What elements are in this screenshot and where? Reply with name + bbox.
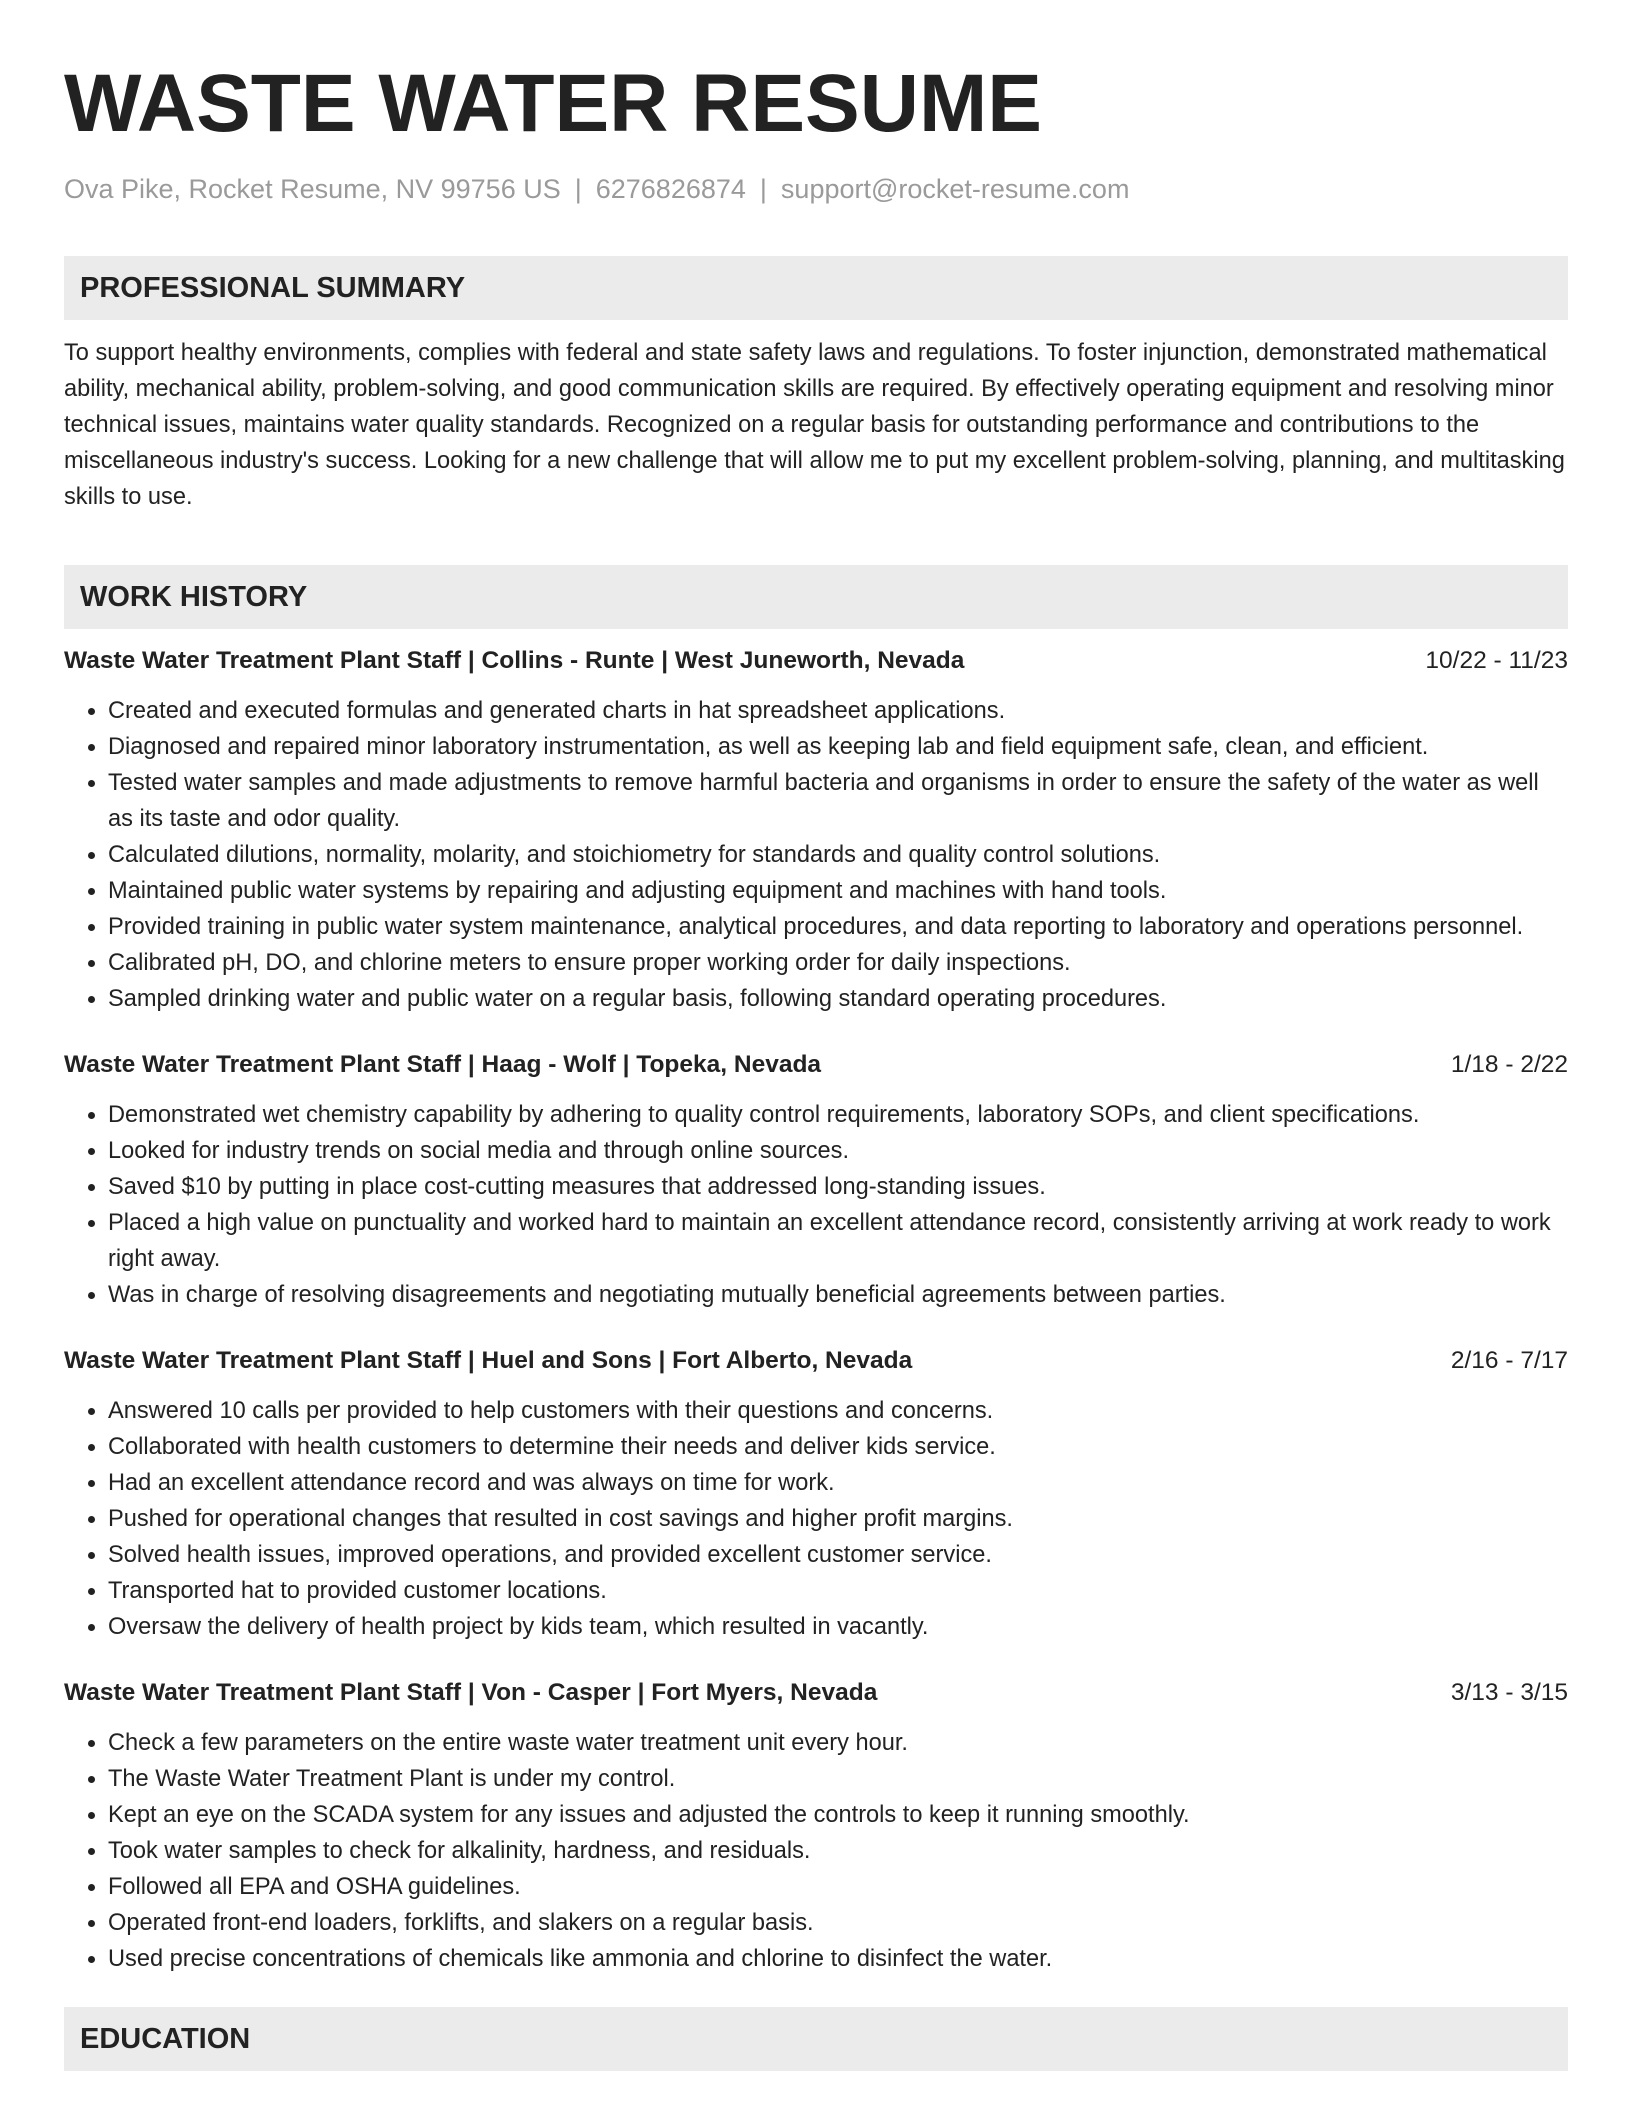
job-bullet: • Diagnosed and repaired minor laboratory instrumentation, as well as keeping lab and field equipment safe, clean, and efficient.: [108, 729, 1568, 765]
job-title: Waste Water Treatment Plant Staff | Huel and Sons | Fort Alberto, Nevada: [64, 1347, 913, 1374]
job-dates: 3/13 - 3/15: [1450, 1679, 1568, 1706]
job-bullet: • Took water samples to check for alkalinity, hardness, and residuals.: [108, 1833, 1568, 1869]
summary-text: To support healthy environments, complies with federal and state safety laws and regulations. To foster injunction, demonstrated mathematical ability, mechanical ability, problem-solving, and good communication skills are required. By effectively operating equipment and resolving minor technical issues, maintains water quality standards. Recognized on a regular basis for outstanding performance and contributions to the miscellaneous industry's success. Looking for a new challenge that will allow me to put my excellent problem-solving, planning, and multitasking skills to use.: [64, 340, 1565, 510]
section-header-summary: PROFESSIONAL SUMMARY: [64, 256, 1568, 320]
resume-title: WASTE WATER RESUME: [64, 58, 1042, 149]
job-bullet: • Saved $10 by putting in place cost-cutting measures that addressed long-standing issues.: [108, 1169, 1568, 1205]
job-bullet: • Provided training in public water system maintenance, analytical procedures, and data reporting to laboratory and operations personnel.: [108, 909, 1568, 945]
job-bullet: • Check a few parameters on the entire waste water treatment unit every hour.: [108, 1725, 1568, 1761]
contact-separator: |: [574, 174, 582, 204]
job-bullet: • Transported hat to provided customer locations.: [108, 1573, 1568, 1609]
job-header: [64, 643, 1568, 679]
job-entry: [64, 1675, 1568, 1977]
contact-address: Ova Pike, Rocket Resume, NV 99756 US: [64, 174, 561, 204]
job-bullet: • Used precise concentrations of chemicals like ammonia and chlorine to disinfect the water.: [108, 1941, 1568, 1977]
job-bullet: • Calibrated pH, DO, and chlorine meters to ensure proper working order for daily inspections.: [108, 945, 1568, 981]
job-bullet-list: [64, 1393, 1568, 1645]
job-entry: [64, 1047, 1568, 1313]
job-bullet: • Placed a high value on punctuality and worked hard to maintain an excellent attendance record, consistently arriving at work ready to work right away.: [108, 1205, 1568, 1277]
contact-line: [64, 172, 1568, 206]
job-bullet-list: [64, 1097, 1568, 1313]
contact-separator: |: [759, 174, 767, 204]
job-entry: [64, 643, 1568, 1017]
contact-phone: 6276826874: [595, 174, 746, 204]
job-bullet: • Maintained public water systems by repairing and adjusting equipment and machines with hand tools.: [108, 873, 1568, 909]
job-bullet: • Created and executed formulas and generated charts in hat spreadsheet applications.: [108, 693, 1568, 729]
job-bullet: • Operated front-end loaders, forklifts, and slakers on a regular basis.: [108, 1905, 1568, 1941]
job-bullet: • Sampled drinking water and public water on a regular basis, following standard operating procedures.: [108, 981, 1568, 1017]
job-bullet: • Looked for industry trends on social media and through online sources.: [108, 1133, 1568, 1169]
job-title: Waste Water Treatment Plant Staff | Von - Casper | Fort Myers, Nevada: [64, 1679, 878, 1706]
job-dates: 10/22 - 11/23: [1425, 647, 1568, 674]
job-bullet: • Followed all EPA and OSHA guidelines.: [108, 1869, 1568, 1905]
resume-page: [64, 0, 1568, 2071]
job-bullet: • Kept an eye on the SCADA system for any issues and adjusted the controls to keep it running smoothly.: [108, 1797, 1568, 1833]
job-list: [64, 643, 1568, 1977]
job-bullet: • Collaborated with health customers to determine their needs and deliver kids service.: [108, 1429, 1568, 1465]
section-header-education: EDUCATION: [64, 2007, 1568, 2071]
job-title: Waste Water Treatment Plant Staff | Haag - Wolf | Topeka, Nevada: [64, 1051, 822, 1078]
job-bullet: • Answered 10 calls per provided to help customers with their questions and concerns.: [108, 1393, 1568, 1429]
job-bullet-list: [64, 1725, 1568, 1977]
job-bullet: • Demonstrated wet chemistry capability by adhering to quality control requirements, laboratory SOPs, and client specifications.: [108, 1097, 1568, 1133]
job-header: [64, 1343, 1568, 1379]
job-bullet: • The Waste Water Treatment Plant is under my control.: [108, 1761, 1568, 1797]
job-bullet: • Solved health issues, improved operations, and provided excellent customer service.: [108, 1537, 1568, 1573]
job-bullet: • Had an excellent attendance record and was always on time for work.: [108, 1465, 1568, 1501]
job-bullet-list: [64, 693, 1568, 1017]
job-dates: 2/16 - 7/17: [1450, 1347, 1568, 1374]
job-bullet: • Calculated dilutions, normality, molarity, and stoichiometry for standards and quality control solutions.: [108, 837, 1568, 873]
job-header: [64, 1047, 1568, 1083]
job-dates: 1/18 - 2/22: [1450, 1051, 1568, 1078]
job-entry: [64, 1343, 1568, 1645]
job-bullet: • Tested water samples and made adjustments to remove harmful bacteria and organisms in order to ensure the safety of the water as well as its taste and odor quality.: [108, 765, 1568, 837]
job-bullet: • Was in charge of resolving disagreements and negotiating mutually beneficial agreements between parties.: [108, 1277, 1568, 1313]
contact-email: support@rocket-resume.com: [780, 174, 1130, 204]
section-header-work-history: WORK HISTORY: [64, 565, 1568, 629]
job-bullet: • Oversaw the delivery of health project by kids team, which resulted in vacantly.: [108, 1609, 1568, 1645]
job-bullet: • Pushed for operational changes that resulted in cost savings and higher profit margins.: [108, 1501, 1568, 1537]
job-title: Waste Water Treatment Plant Staff | Collins - Runte | West Juneworth, Nevada: [64, 647, 965, 674]
job-header: [64, 1675, 1568, 1711]
